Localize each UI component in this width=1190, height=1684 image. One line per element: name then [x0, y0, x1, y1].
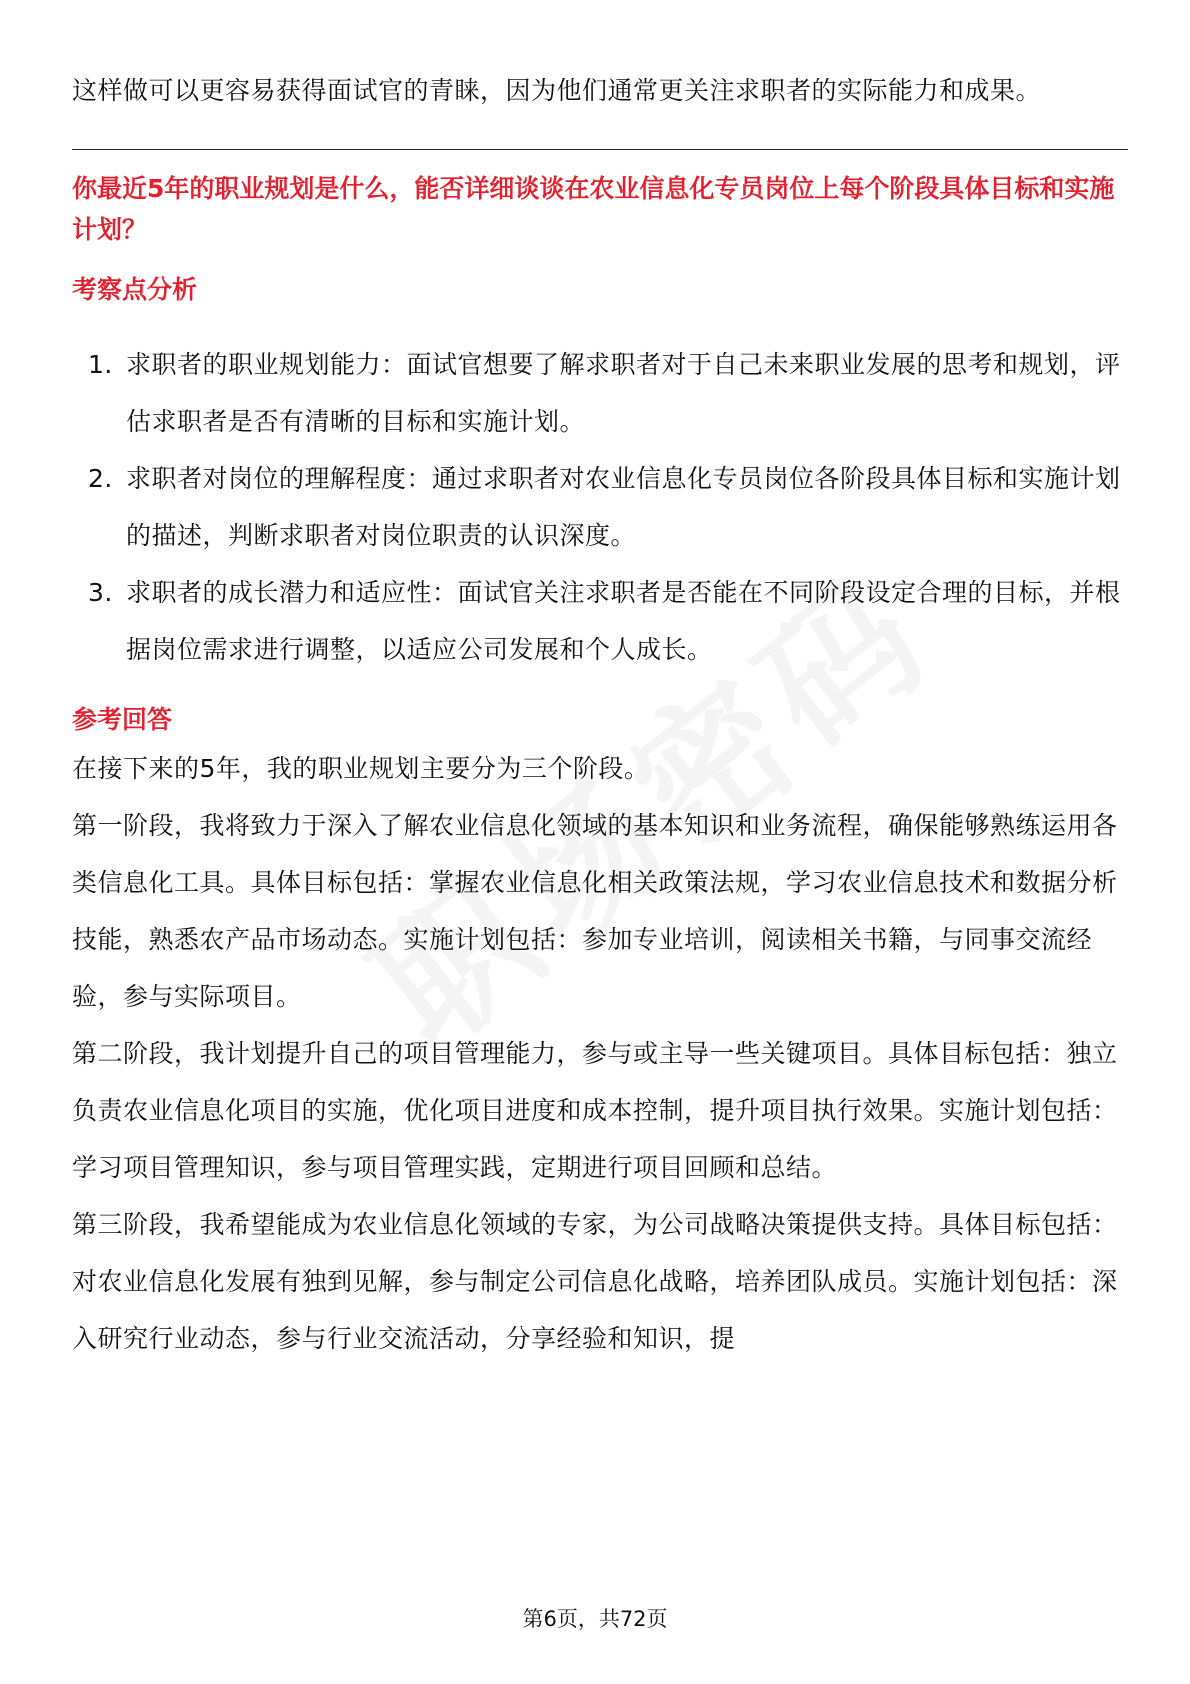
- analysis-list: [72, 336, 1128, 678]
- answer-heading: 参考回答: [72, 705, 173, 734]
- analysis-item-text: 求职者的成长潜力和适应性：面试官关注求职者是否能在不同阶段设定合理的目标，并根据岗位需求进行调整，以适应公司发展和个人成长。: [126, 578, 1121, 664]
- answer-paragraph: 第一阶段，我将致力于深入了解农业信息化领域的基本知识和业务流程，确保能够熟练运用各类信息化工具。具体目标包括：掌握农业信息化相关政策法规，学习农业信息技术和数据分析技能，熟悉农产品市场动态。实施计划包括：参加专业培训，阅读相关书籍，与同事交流经验，参与实际项目。: [72, 811, 1118, 1011]
- analysis-item-number: 2.: [88, 464, 113, 493]
- interview-question: 你最近5年的职业规划是什么，能否详细谈谈在农业信息化专员岗位上每个阶段具体目标和实施计划？: [72, 174, 1115, 244]
- page-number-footer: 第6页，共72页: [522, 1607, 668, 1631]
- analysis-item: [72, 564, 1128, 678]
- analysis-item-number: 3.: [88, 578, 113, 607]
- intro-continuation-paragraph: 这样做可以更容易获得面试官的青睐，因为他们通常更关注求职者的实际能力和成果。: [72, 76, 1042, 105]
- analysis-item-text: 求职者的职业规划能力：面试官想要了解求职者对于自己未来职业发展的思考和规划，评估求职者是否有清晰的目标和实施计划。: [126, 350, 1121, 436]
- page-content: [72, 62, 1128, 1367]
- answer-paragraph: 在接下来的5年，我的职业规划主要分为三个阶段。: [72, 754, 650, 783]
- analysis-item: [72, 450, 1128, 564]
- analysis-item: [72, 336, 1128, 450]
- section-divider: [72, 149, 1128, 150]
- analysis-item-text: 求职者对岗位的理解程度：通过求职者对农业信息化专员岗位各阶段具体目标和实施计划的描述，判断求职者对岗位职责的认识深度。: [126, 464, 1121, 550]
- analysis-item-number: 1.: [88, 350, 113, 379]
- answer-paragraph: 第三阶段，我希望能成为农业信息化领域的专家，为公司战略决策提供支持。具体目标包括：对农业信息化发展有独到见解，参与制定公司信息化战略，培养团队成员。实施计划包括：深入研究行业动态，参与行业交流活动，分享经验和知识，提: [72, 1210, 1118, 1353]
- analysis-heading: 考察点分析: [72, 275, 198, 304]
- answer-paragraph: 第二阶段，我计划提升自己的项目管理能力，参与或主导一些关键项目。具体目标包括：独立负责农业信息化项目的实施，优化项目进度和成本控制，提升项目执行效果。实施计划包括：学习项目管理知识，参与项目管理实践，定期进行项目回顾和总结。: [72, 1039, 1118, 1182]
